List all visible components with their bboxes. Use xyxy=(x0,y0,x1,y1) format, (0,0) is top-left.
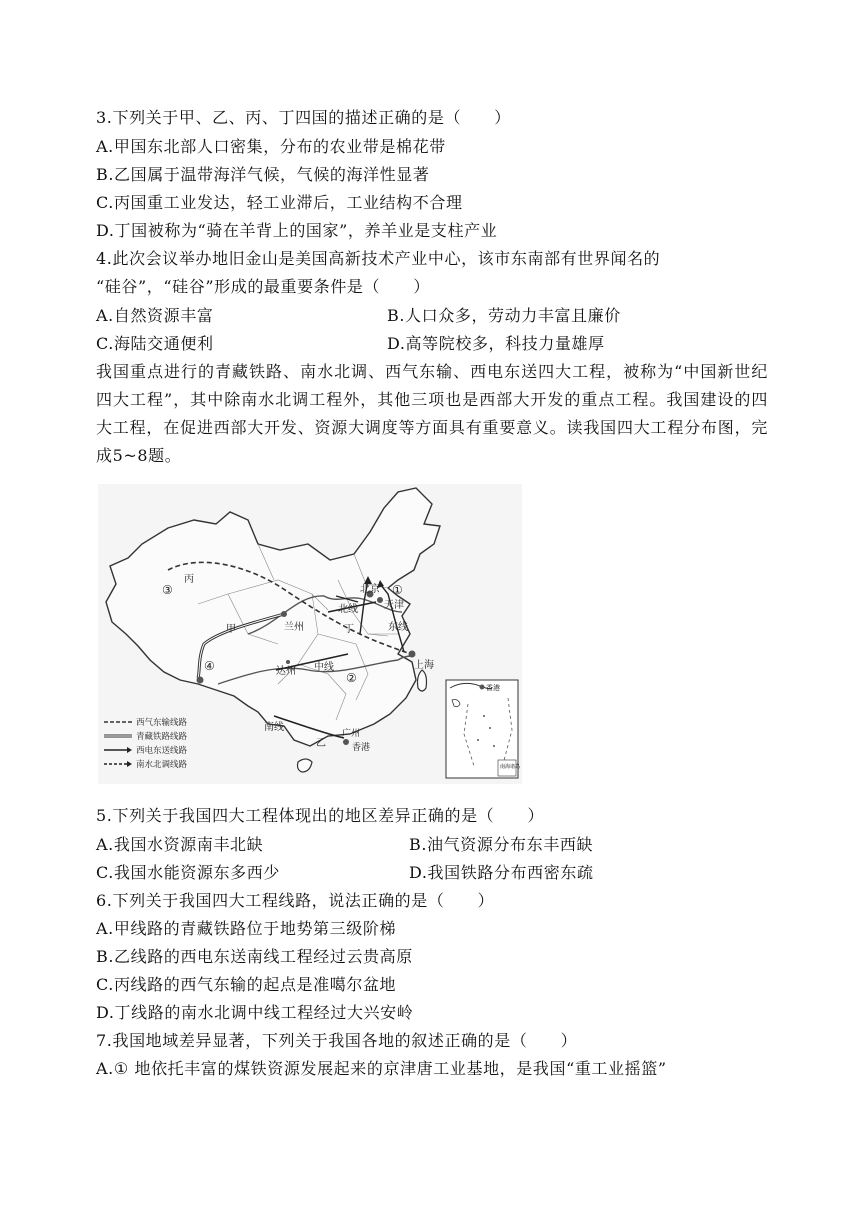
q3-option-a: A.甲国东北部人口密集，分布的农业带是棉花带 xyxy=(96,137,446,156)
q4-option-c: C.海陆交通便利 xyxy=(96,334,214,353)
map-label-beixian: 北线 xyxy=(338,604,358,615)
map-label-xianggang: 香港 xyxy=(352,743,371,753)
q4-stem-line1: 4.此次会议举办地旧金山是美国高新技术产业中心，该市东南部有世界闻名的 xyxy=(96,249,661,268)
q6-option-d: D.丁线路的南水北调中线工程经过大兴安岭 xyxy=(96,1003,414,1022)
map-label-nanxian: 南线 xyxy=(264,722,284,733)
inset-label-hk: 香港 xyxy=(486,684,500,692)
legend-item-water: 南水北调线路 xyxy=(136,760,188,770)
legend-item-rail: 青藏铁路线路 xyxy=(136,732,188,742)
map-label-jia: 甲 xyxy=(226,624,236,635)
map-label-shanghai: 上海 xyxy=(414,660,434,671)
q6-option-b: B.乙线路的西电东送南线工程经过云贵高原 xyxy=(96,947,413,966)
q3-option-b: B.乙国属于温带海洋气候，气候的海洋性显著 xyxy=(96,165,430,184)
legend-item-gas: 西气东输线路 xyxy=(136,718,188,728)
q5-option-b: B.油气资源分布东丰西缺 xyxy=(409,835,594,854)
q5-option-a: A.我国水资源南丰北缺 xyxy=(96,835,264,854)
q6-option-a: A.甲线路的青藏铁路位于地势第三级阶梯 xyxy=(96,919,397,938)
q5-option-c: C.我国水能资源东多西少 xyxy=(96,863,280,882)
q7-stem: 7.我国地域差异显著，下列关于我国各地的叙述正确的是（ ） xyxy=(96,1031,578,1050)
q3-option-c: C.丙国重工业发达，轻工业滞后，工业结构不合理 xyxy=(96,193,463,212)
map-label-c3: ③ xyxy=(162,583,173,597)
inset-label-nanhai: 南海诸岛 xyxy=(500,764,521,770)
map-label-tianjin: 天津 xyxy=(384,600,404,611)
q3-stem: 3.下列关于甲、乙、丙、丁四国的描述正确的是（ ） xyxy=(96,108,511,127)
intro-paragraph: 我国重点进行的青藏铁路、南水北调、西气东输、西电东送四大工程，被称为“中国新世纪四大工程”，其中除南水北调工程外，其他三项也是西部大开发的重点工程。我国建设的四大工程，在促进西部大开发、资源大调度等方面具有重要意义。读我国四大工程分布图，完成5~8题。 xyxy=(96,362,768,465)
q4-option-d: D.高等院校多，科技力量雄厚 xyxy=(387,334,605,353)
map-label-c4: ④ xyxy=(204,659,215,673)
map-label-dazhou: 达州 xyxy=(276,666,296,677)
map-label-c1: ① xyxy=(392,583,403,597)
south-china-sea-inset xyxy=(446,680,520,778)
q6-option-c: C.丙线路的西气东输的起点是准噶尔盆地 xyxy=(96,975,397,994)
map-label-dongxian: 东线 xyxy=(388,622,408,633)
q5-stem: 5.下列关于我国四大工程体现出的地区差异正确的是（ ） xyxy=(96,806,545,825)
map-label-guangzhou: 广州 xyxy=(342,729,361,739)
q5-option-d: D.我国铁路分布西密东疏 xyxy=(409,863,594,882)
map-label-c2: ② xyxy=(346,671,357,685)
q4-stem-line2: “硅谷”，“硅谷”形成的最重要条件是（ ） xyxy=(96,277,430,296)
q6-stem: 6.下列关于我国四大工程线路，说法正确的是（ ） xyxy=(96,891,495,910)
q4-option-b: B.人口众多，劳动力丰富且廉价 xyxy=(387,306,621,325)
map-label-yi: 乙 xyxy=(316,738,326,749)
q7-option-a: A.① 地依托丰富的煤铁资源发展起来的京津唐工业基地，是我国“重工业摇篮” xyxy=(96,1059,667,1078)
q3-option-d: D.丁国被称为“骑在羊背上的国家”，养羊业是支柱产业 xyxy=(96,221,498,240)
four-projects-map xyxy=(98,484,522,784)
map-label-zhongxian: 中线 xyxy=(314,662,334,673)
map-label-bing: 丙 xyxy=(184,574,194,585)
map-label-beijing: 北京 xyxy=(360,584,380,595)
map-label-ding: 丁 xyxy=(344,624,354,635)
q4-option-a: A.自然资源丰富 xyxy=(96,306,214,325)
legend-item-power: 西电东送线路 xyxy=(136,746,188,756)
map-label-lanzhou: 兰州 xyxy=(284,622,304,633)
